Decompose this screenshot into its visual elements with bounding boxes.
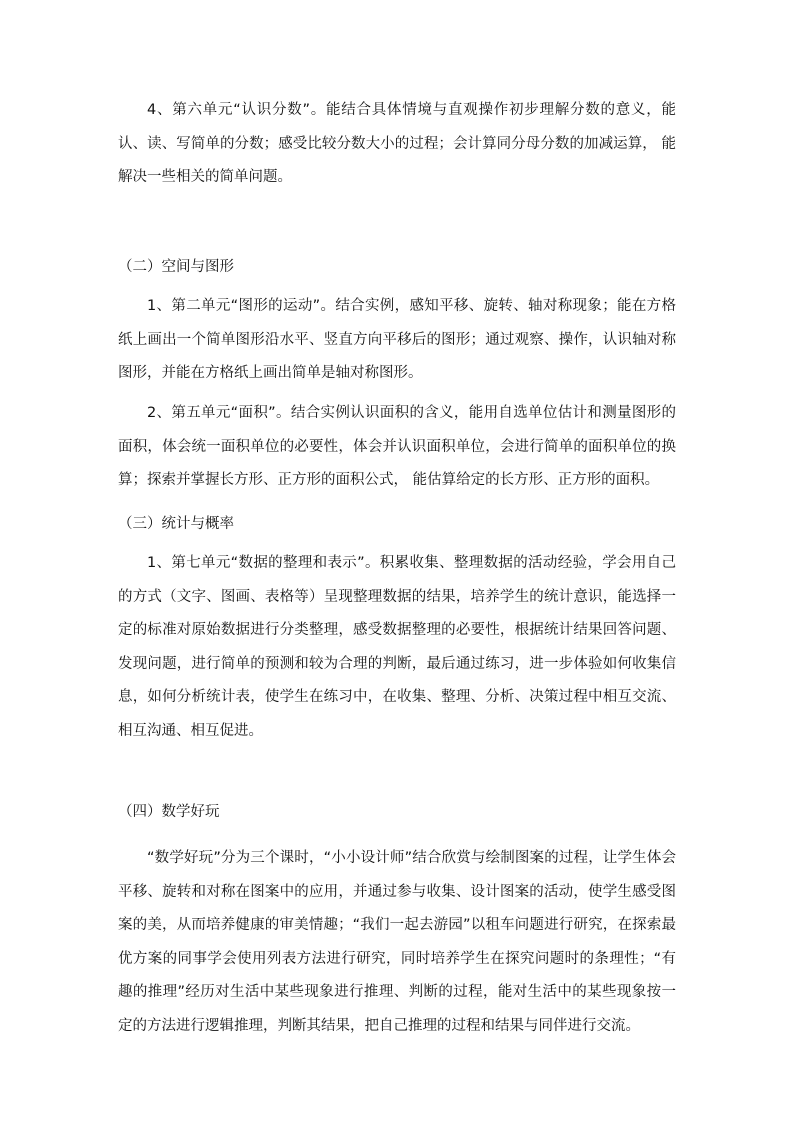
section-heading-math-fun: （四）数学好玩: [118, 804, 220, 820]
paragraph-unit5-area: 2、第五单元“面积”。结合实例认识面积的含义，能用自选单位估计和测量图形的面积，体会统一面积单位的必要性，体会并认识面积单位，会进行简单的面积单位的换算；探索并掌握长方形、正方形的面积公式， 能估算给定的长方形、正方形的面积。: [118, 405, 676, 488]
section-heading-statistics: （三）统计与概率: [118, 516, 234, 532]
paragraph-math-fun: “数学好玩”分为三个课时，“小小设计师”结合欣赏与绘制图案的过程，让学生体会平移、旋转和对称在图案中的应用，并通过参与收集、设计图案的活动，使学生感受图案的美，从而培养健康的审美情趣；“我们一起去游园”以租车问题进行研究，在探索最优方案的同事学会使用列表方法进行研究，同时培养学生在探究问题时的条理性；“有趣的推理”经历对生活中某些现象进行推理、判断的过程，能对生活中的某些现象按一定的方法进行逻辑推理，判断其结果，把自己推理的过程和结果与同伴进行交流。: [118, 850, 676, 1034]
paragraph-unit6-fractions: 4、第六单元“认识分数”。能结合具体情境与直观操作初步理解分数的意义，能认、读、写简单的分数；感受比较分数大小的过程；会计算同分母分数的加减运算， 能解决一些相关的简单问题。: [118, 102, 676, 185]
section-heading-space-shapes: （二）空间与图形: [118, 259, 234, 275]
paragraph-unit2-motion: 1、第二单元“图形的运动”。结合实例，感知平移、旋转、轴对称现象；能在方格纸上画出一个简单图形沿水平、竖直方向平移后的图形；通过观察、操作，认识轴对称图形，并能在方格纸上画出简单是轴对称图形。: [118, 298, 676, 381]
paragraph-unit7-data: 1、第七单元“数据的整理和表示”。积累收集、整理数据的活动经验，学会用自己的方式（文字、图画、表格等）呈现整理数据的结果，培养学生的统计意识，能选择一定的标准对原始数据进行分类整理，感受数据整理的必要性，根据统计结果回答问题、发现问题，进行简单的预测和较为合理的判断，最后通过练习，进一步体验如何收集信息，如何分析统计表，使学生在练习中，在收集、整理、分析、决策过程中相互交流、相互沟通、相互促进。: [118, 555, 676, 739]
